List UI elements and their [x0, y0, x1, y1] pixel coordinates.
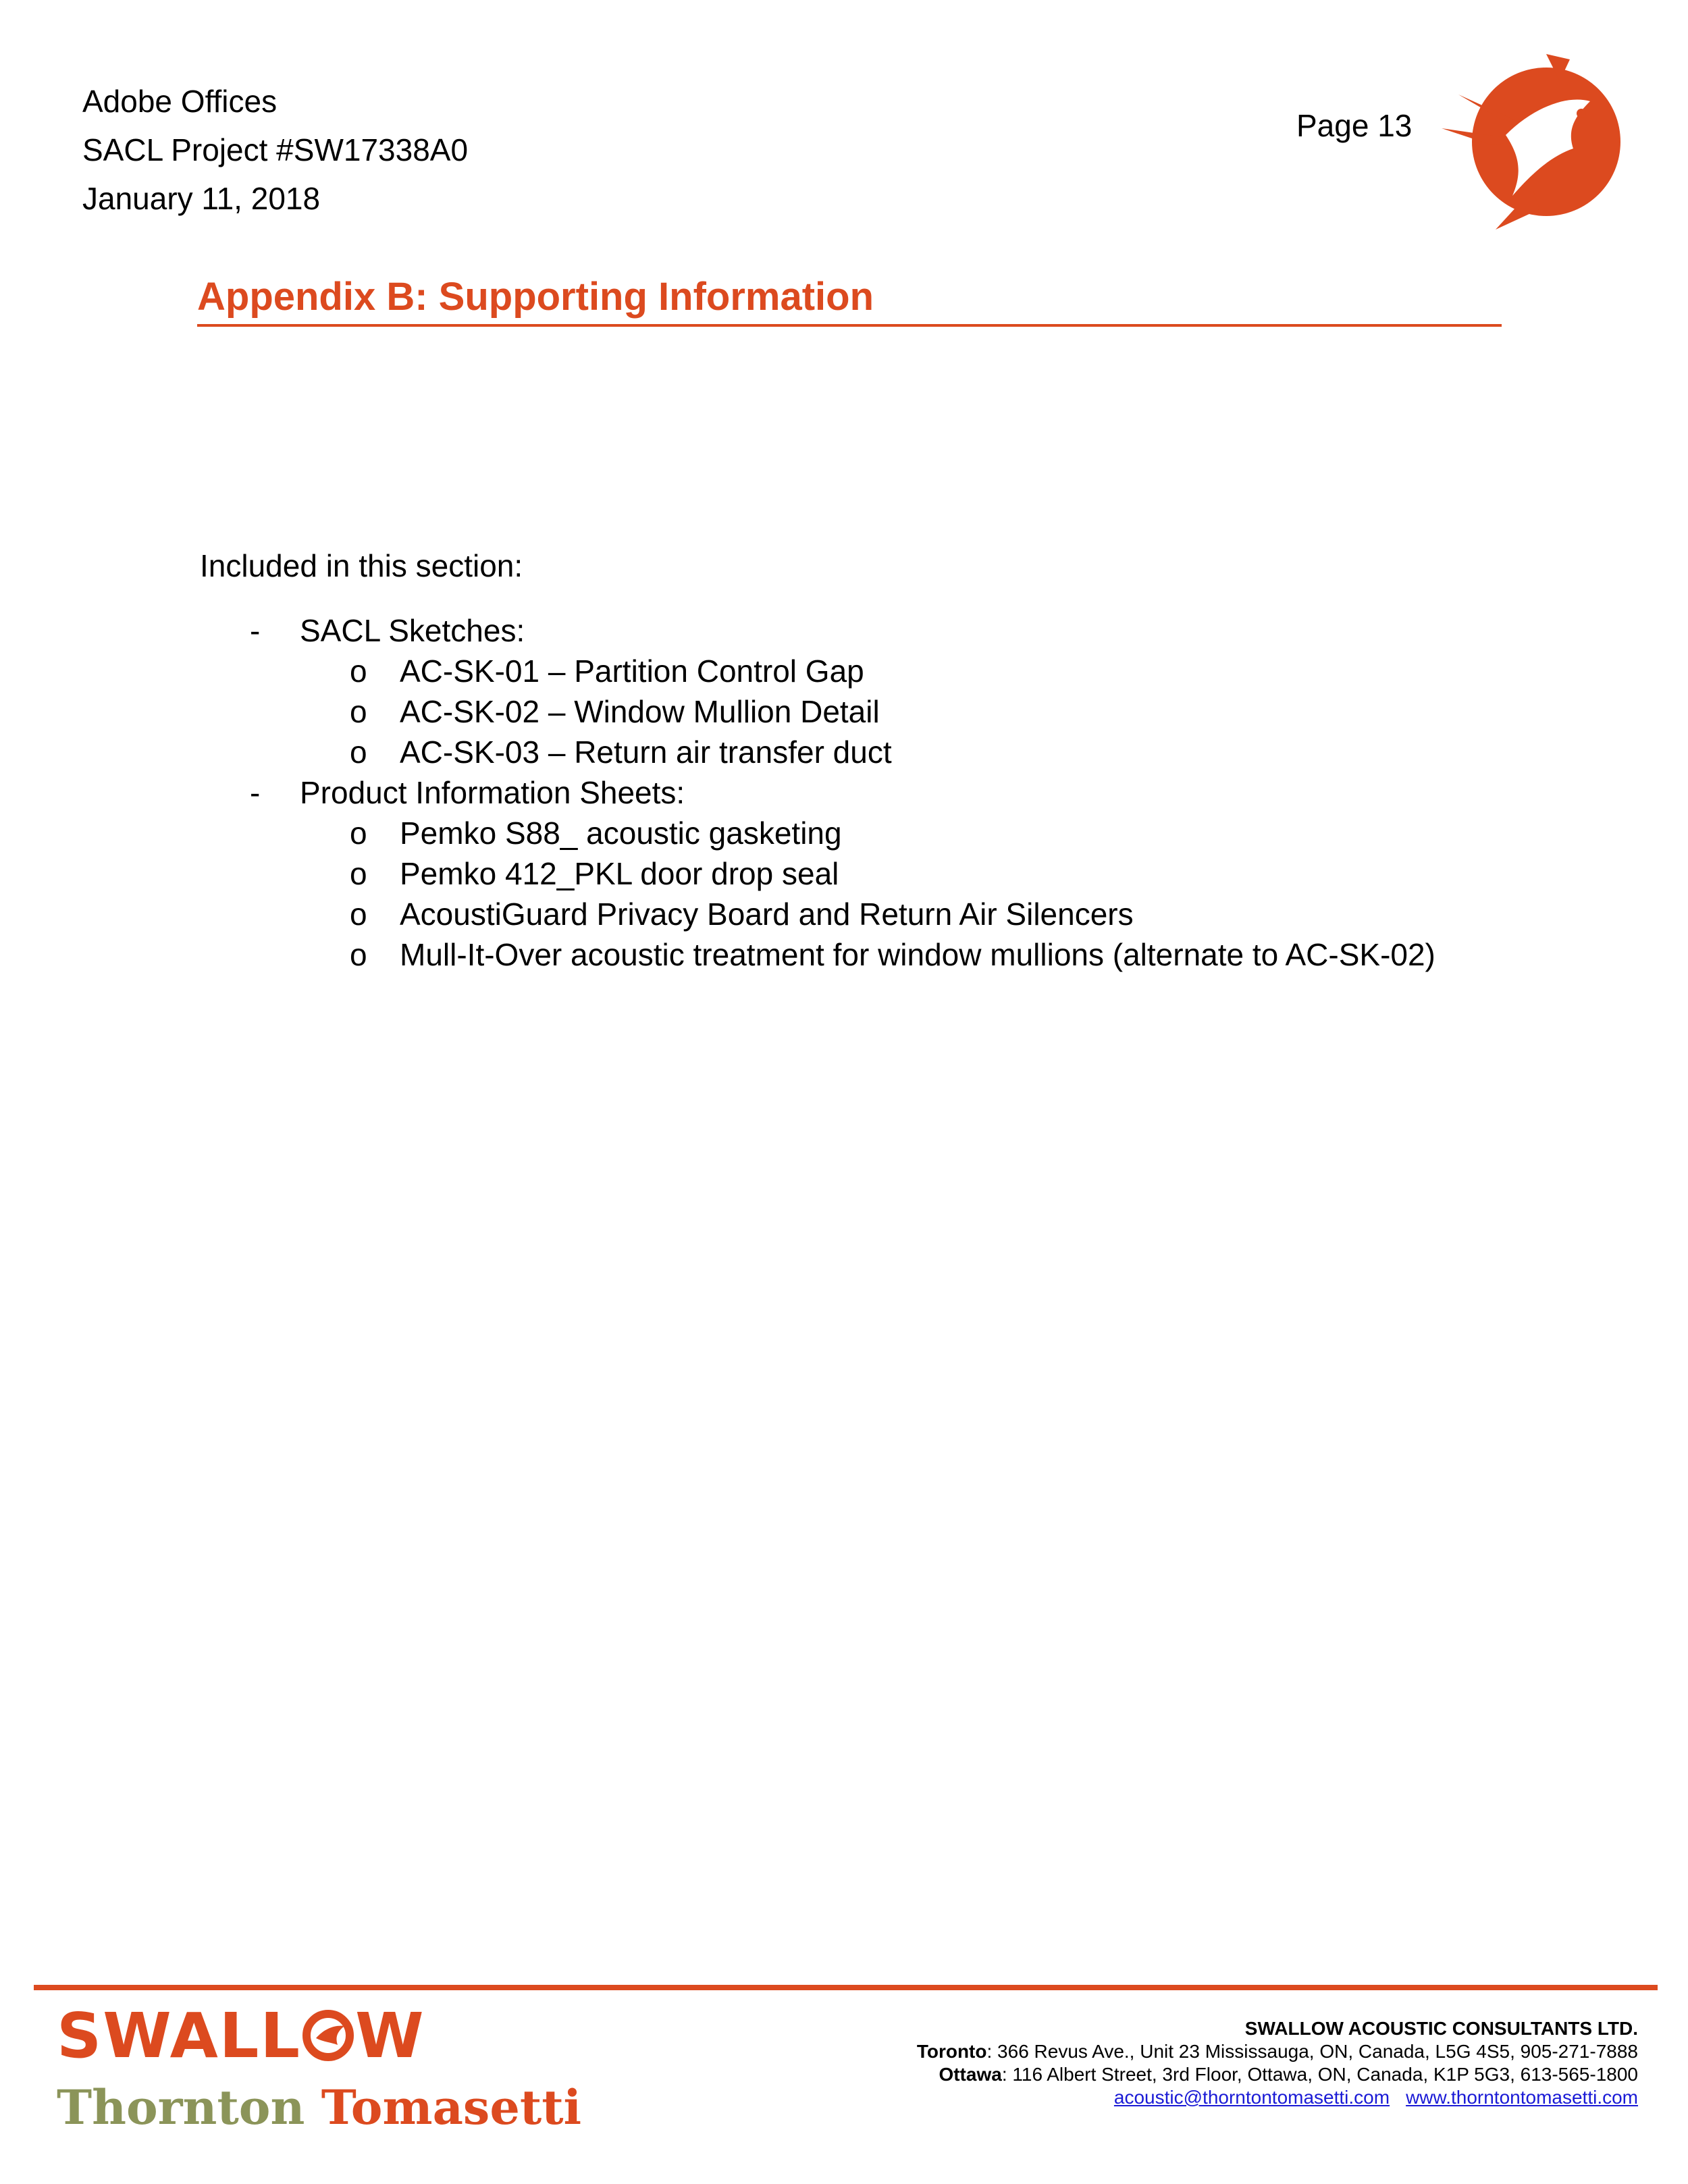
ottawa-label: Ottawa — [939, 2064, 1002, 2085]
footer-links — [917, 2086, 1638, 2109]
list-bullet: o — [350, 897, 367, 932]
swallow-o-icon — [301, 2008, 355, 2062]
list-item-text: Pemko S88_ acoustic gasketing — [400, 816, 842, 851]
section-title: Appendix B: Supporting Information — [197, 274, 1502, 327]
ottawa-address — [917, 2063, 1638, 2086]
header-date: January 11, 2018 — [82, 181, 321, 216]
header-client: Adobe Offices — [82, 84, 278, 119]
footer-address-block — [917, 2017, 1638, 2109]
list-dash: - — [250, 613, 261, 648]
brand-word-tomasetti: Tomasetti — [321, 2079, 582, 2135]
section-intro: Included in this section: — [200, 548, 523, 583]
list-dash: - — [250, 775, 261, 810]
website-link[interactable]: www.thorntontomasetti.com — [1406, 2087, 1638, 2108]
toronto-address — [917, 2040, 1638, 2063]
list-item-text: AC-SK-03 – Return air transfer duct — [400, 735, 892, 770]
header-project-number: SACL Project #SW17338A0 — [82, 132, 469, 167]
list-group-label: SACL Sketches: — [300, 613, 525, 648]
list-bullet: o — [350, 937, 367, 972]
brand-swallow-text-a: SWALL — [57, 2000, 302, 2072]
list-bullet: o — [350, 694, 367, 729]
list-item-text: AcoustiGuard Privacy Board and Return Air Silencers — [400, 897, 1134, 932]
list-item-text: AC-SK-02 – Window Mullion Detail — [400, 694, 880, 729]
company-name: SWALLOW ACOUSTIC CONSULTANTS LTD. — [1244, 2018, 1638, 2039]
list-item-text: Mull-It-Over acoustic treatment for window mullions (alternate to AC-SK-02) — [400, 937, 1435, 972]
toronto-address-text: : 366 Revus Ave., Unit 23 Mississauga, ON, Canada, L5G 4S5, 905-271-7888 — [986, 2041, 1638, 2062]
list-group-label: Product Information Sheets: — [300, 775, 685, 810]
list-bullet: o — [350, 856, 367, 891]
brand-thornton-tomasetti — [57, 2079, 581, 2136]
list-bullet: o — [350, 816, 367, 851]
list-item-text: Pemko 412_PKL door drop seal — [400, 856, 839, 891]
swallow-bird-icon — [1431, 54, 1627, 236]
list-item-text: AC-SK-01 – Partition Control Gap — [400, 654, 864, 689]
footer-divider — [34, 1985, 1658, 1990]
list-bullet: o — [350, 735, 367, 770]
brand-swallow-text-b: W — [355, 2000, 425, 2072]
toronto-label: Toronto — [916, 2041, 987, 2062]
brand-swallow-logo — [57, 2002, 425, 2070]
page-number: Page 13 — [1296, 108, 1413, 143]
ottawa-address-text: : 116 Albert Street, 3rd Floor, Ottawa, ON, Canada, K1P 5G3, 613-565-1800 — [1001, 2064, 1638, 2085]
list-bullet: o — [350, 654, 367, 689]
brand-word-thornton: Thornton — [57, 2079, 305, 2135]
email-link[interactable]: acoustic@thorntontomasetti.com — [1113, 2087, 1390, 2108]
